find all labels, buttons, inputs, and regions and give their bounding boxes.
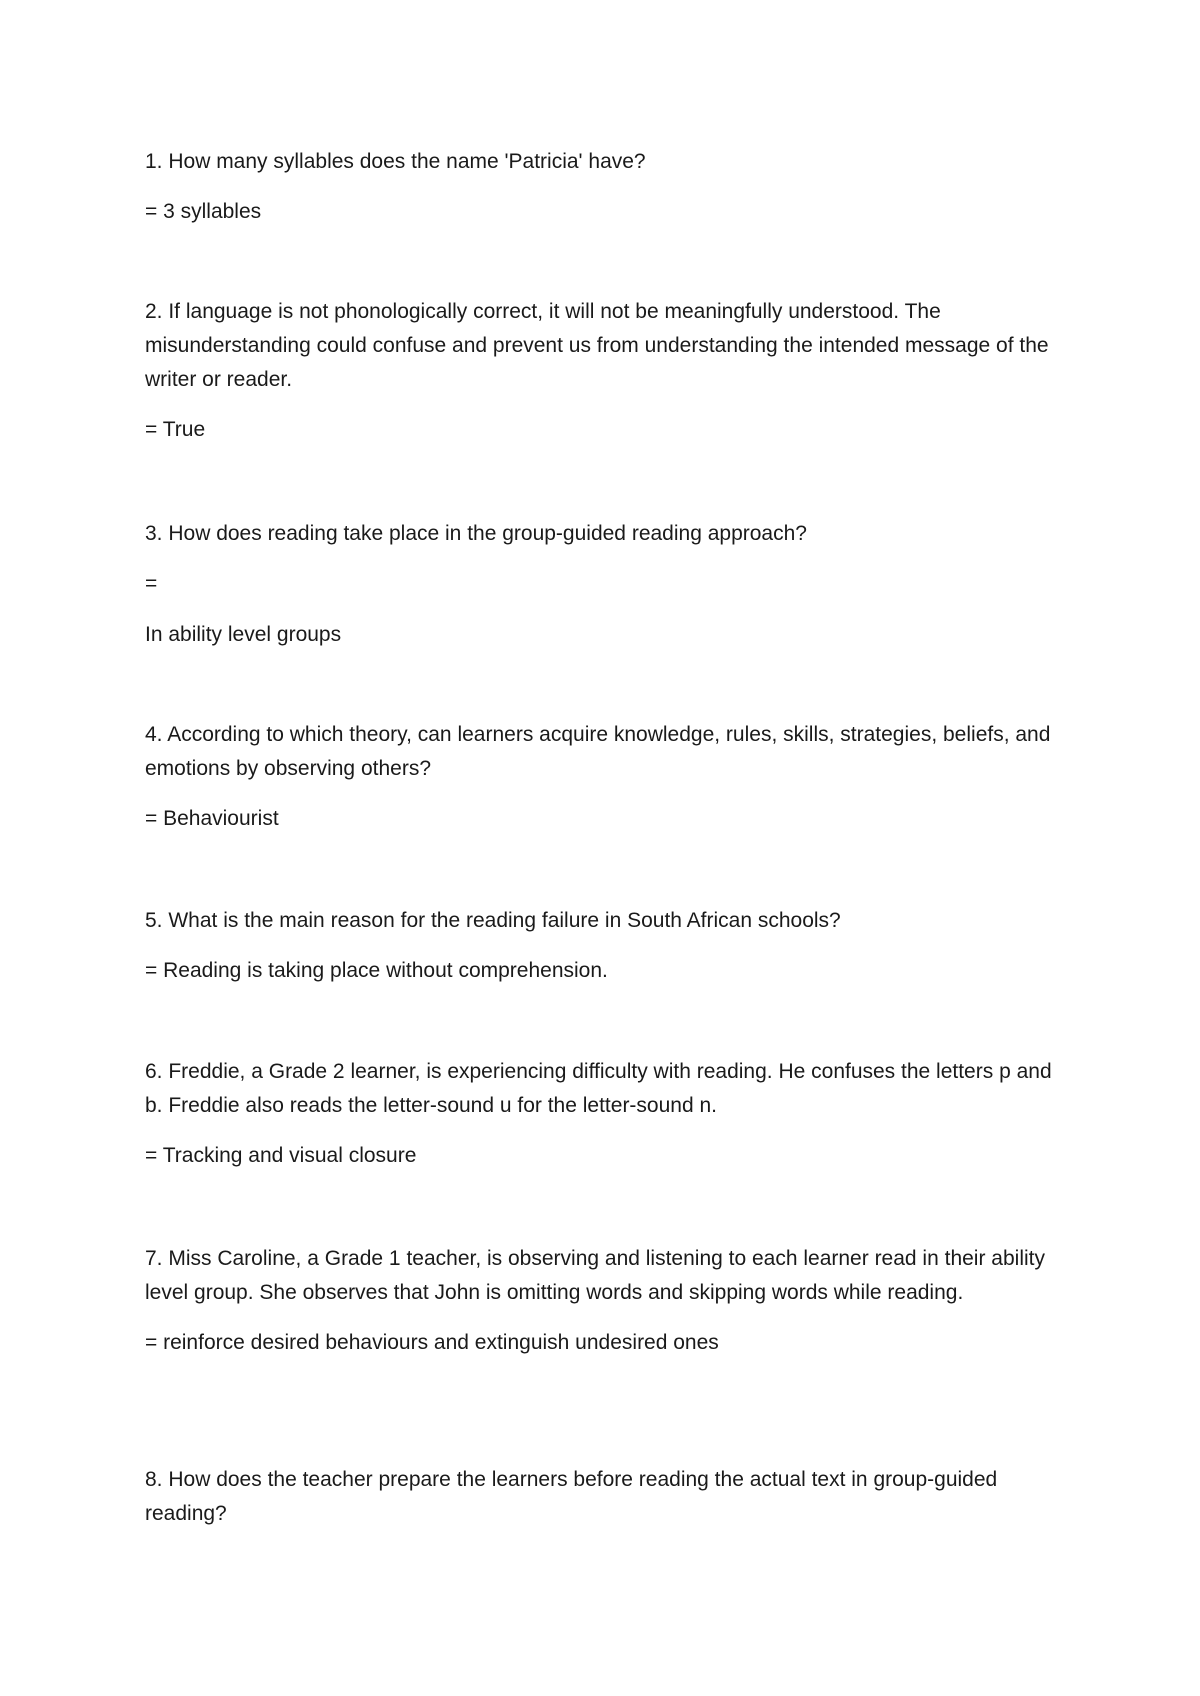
question-block-1	[145, 145, 1060, 229]
answer-text-continued: In ability level groups	[145, 623, 342, 646]
answer-text: = Reading is taking place without comprehension.	[145, 959, 608, 982]
answer-text: = Tracking and visual closure	[145, 1144, 417, 1167]
question-text: 7. Miss Caroline, a Grade 1 teacher, is observing and listening to each learner read in their ability level group. She observes that John is omitting words and skipping words while reading.	[145, 1247, 1045, 1304]
question-text: 2. If language is not phonologically correct, it will not be meaningfully understood. The misunderstanding could confuse and prevent us from understanding the intended message of the writer or reader.	[145, 300, 1049, 391]
question-block-8	[145, 1463, 1060, 1531]
question-block-3	[145, 517, 1060, 652]
question-text: 4. According to which theory, can learners acquire knowledge, rules, skills, strategies, beliefs, and emotions by observing others?	[145, 723, 1051, 780]
answer-text: = 3 syllables	[145, 200, 262, 223]
question-text: 6. Freddie, a Grade 2 learner, is experiencing difficulty with reading. He confuses the letters p and b. Freddie also reads the letter-sound u for the letter-sound n.	[145, 1060, 1052, 1117]
question-block-6	[145, 1055, 1060, 1173]
answer-text: = True	[145, 418, 206, 441]
answer-text: =	[145, 572, 158, 595]
question-text: 5. What is the main reason for the reading failure in South African schools?	[145, 909, 841, 932]
question-text: 8. How does the teacher prepare the learners before reading the actual text in group-guided reading?	[145, 1468, 998, 1525]
question-text: 1. How many syllables does the name 'Patricia' have?	[145, 150, 646, 173]
question-block-5	[145, 904, 1060, 988]
answer-text: = reinforce desired behaviours and extinguish undesired ones	[145, 1331, 719, 1354]
question-block-2	[145, 295, 1060, 447]
question-text: 3. How does reading take place in the group-guided reading approach?	[145, 522, 807, 545]
answer-text: = Behaviourist	[145, 807, 279, 830]
question-block-4	[145, 718, 1060, 836]
question-block-7	[145, 1242, 1060, 1360]
